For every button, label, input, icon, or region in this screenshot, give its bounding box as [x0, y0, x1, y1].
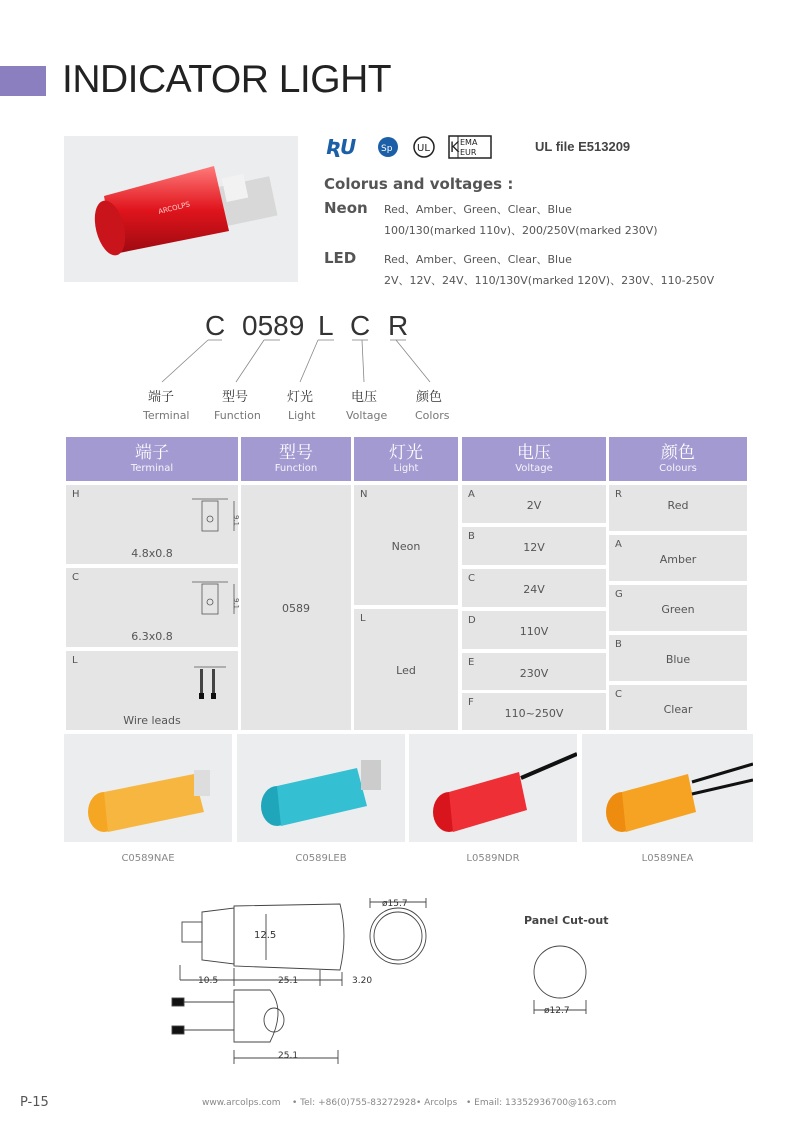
footer-website[interactable]: www.arcolps.com [202, 1098, 281, 1108]
code-colour: R [388, 310, 409, 341]
terminal-c-value: 6.3x0.8 [131, 630, 173, 643]
led-voltages: 2V、12V、24V、110/130V(marked 120V)、230V、110-250V [384, 274, 715, 287]
code-label-voltage-en: Voltage [346, 409, 388, 422]
header-colours: 颜色 Colours [609, 437, 747, 481]
code-label-function-en: Function [214, 409, 261, 422]
svg-text:9.1: 9.1 [232, 598, 240, 610]
code-label-light-en: Light [288, 409, 316, 422]
terminal-c-cell: C 9.1 6.3x0.8 [66, 568, 238, 647]
csa-icon [376, 135, 400, 159]
header-function: 型号 Function [241, 437, 351, 481]
code-light: L [318, 310, 334, 341]
colour-red-cell: R Red [609, 485, 747, 531]
product-photo-2 [237, 734, 405, 842]
neon-label: Neon [324, 199, 368, 217]
product-caption-3: L0589NDR [466, 853, 520, 864]
svg-text:U: U [340, 135, 357, 159]
footer-tel: • Tel: +86(0)755-83272928 [292, 1098, 417, 1108]
svg-text:EUR: EUR [460, 148, 477, 157]
function-value: 0589 [282, 602, 310, 615]
voltage-a-cell: A 2V [462, 485, 606, 523]
svg-text:K: K [450, 140, 460, 156]
ul-recognized-icon [324, 135, 364, 159]
code-label-terminal-en: Terminal [143, 409, 190, 422]
light-neon-value: Neon [391, 540, 421, 553]
code-label-colour-en: Colors [415, 409, 450, 422]
code-leader-lines [140, 336, 460, 386]
voltage-f-cell: F 110~250V [462, 693, 606, 730]
dim-12-7: ø12.7 [544, 1006, 570, 1016]
svg-text:ARCOLPS: ARCOLPS [157, 200, 191, 216]
dim-10-5: 10.5 [198, 976, 219, 986]
product-caption-4: L0589NEA [641, 853, 694, 864]
footer-email[interactable]: • Email: 13352936700@163.com [466, 1098, 617, 1108]
svg-text:9.1: 9.1 [232, 515, 240, 527]
footer-brand: • Arcolps [416, 1098, 458, 1108]
light-neon-cell: N Neon [354, 485, 458, 605]
neon-colours: Red、Amber、Green、Clear、Blue [384, 203, 572, 216]
terminal-h-drawing [186, 495, 246, 540]
svg-text:Ʀ: Ʀ [326, 135, 342, 159]
dim-15-7: ø15.7 [382, 899, 408, 909]
kema-keur-icon [448, 135, 492, 159]
voltage-c-cell: C 24V [462, 569, 606, 607]
page-title: INDICATOR LIGHT [62, 58, 392, 101]
product-photo-1 [64, 734, 232, 842]
colour-green-cell: G Green [609, 585, 747, 631]
code-label-colour-cn: 颜色 [416, 390, 443, 405]
svg-text:Sp: Sp [381, 144, 393, 154]
svg-text:UL: UL [417, 143, 430, 154]
terminal-l-cell: L Wire leads [66, 651, 238, 730]
led-colours: Red、Amber、Green、Clear、Blue [384, 253, 572, 266]
code-voltage: C [350, 310, 371, 341]
terminal-h-cell: H 9.1 4.8x0.8 [66, 485, 238, 564]
light-led-cell: L Led [354, 609, 458, 730]
code-label-voltage-cn: 电压 [351, 390, 378, 405]
terminal-h-value: 4.8x0.8 [131, 547, 173, 560]
panel-cutout-title: Panel Cut-out [524, 914, 609, 927]
colours-voltages-heading: Colorus and voltages : [324, 175, 514, 193]
product-photo-3 [409, 734, 577, 842]
code-label-terminal-cn: 端子 [148, 390, 175, 405]
voltage-e-cell: E 230V [462, 653, 606, 690]
ul-file-number: UL file E513209 [535, 139, 631, 154]
page-number: P-15 [20, 1095, 49, 1110]
dim-3-20: 3.20 [352, 976, 373, 986]
neon-voltages: 100/130(marked 110v)、200/250V(marked 230V) [384, 224, 658, 237]
light-led-value: Led [396, 664, 416, 677]
product-caption-1: C0589NAE [121, 853, 175, 864]
code-label-function-cn: 型号 [222, 390, 249, 405]
dim-12-5: 12.5 [254, 930, 277, 941]
voltage-b-cell: B 12V [462, 527, 606, 565]
code-label-light-cn: 灯光 [287, 390, 314, 405]
certification-logos [324, 134, 492, 160]
header-light: 灯光 Light [354, 437, 458, 481]
svg-text:EMA: EMA [460, 138, 478, 147]
wire-leads-drawing [190, 663, 230, 708]
colour-clear-cell: C Clear [609, 685, 747, 730]
code-function: 0589 [242, 310, 305, 341]
colour-amber-cell: A Amber [609, 535, 747, 581]
main-product-photo [64, 136, 298, 282]
dim-25-1-lower: 25.1 [278, 1051, 299, 1061]
title-accent-bar [0, 66, 46, 96]
voltage-d-cell: D 110V [462, 611, 606, 649]
led-label: LED [324, 249, 357, 267]
dim-25-1: 25.1 [278, 976, 299, 986]
function-cell [241, 485, 351, 730]
terminal-l-value: Wire leads [123, 714, 181, 727]
product-photo-4 [582, 734, 753, 842]
colour-blue-cell: B Blue [609, 635, 747, 681]
header-voltage: 电压 Voltage [462, 437, 606, 481]
header-terminal: 端子 Terminal [66, 437, 238, 481]
terminal-c-drawing [186, 578, 246, 623]
code-terminal: C [205, 310, 226, 341]
product-caption-2: C0589LEB [295, 853, 347, 864]
ul-listed-icon [412, 135, 436, 159]
